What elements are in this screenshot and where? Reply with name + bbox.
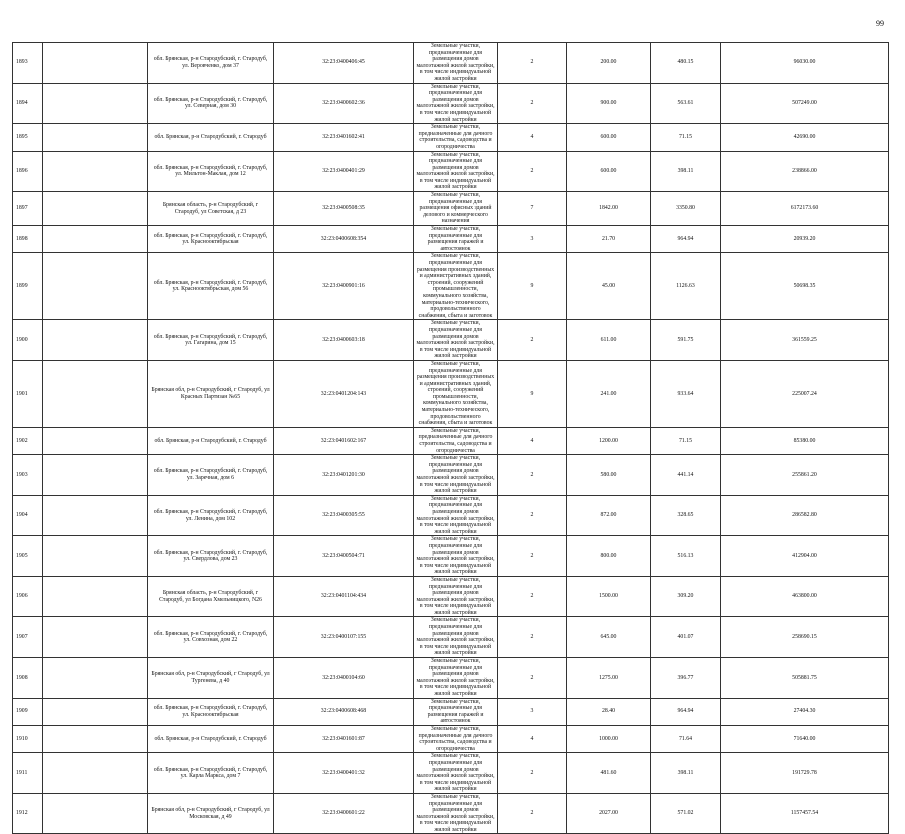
cadastral-value-cell: 191729.78 bbox=[721, 753, 889, 794]
spacer-cell bbox=[43, 151, 148, 192]
group-cell: 2 bbox=[498, 793, 567, 834]
cadastral-value-cell: 258690.15 bbox=[721, 617, 889, 658]
group-cell: 3 bbox=[498, 698, 567, 725]
spacer-cell bbox=[43, 576, 148, 617]
table-row bbox=[13, 192, 889, 226]
area-cell: 2027.00 bbox=[567, 793, 651, 834]
spacer-cell bbox=[43, 427, 148, 454]
cadastral-number-cell: 32:23:0400107:155 bbox=[274, 617, 414, 658]
row-number-cell: 1905 bbox=[13, 536, 43, 577]
land-use-cell: Земельные участки, предназначенные для размещения домов малоэтажной жилой застройки, в том числе индивидуальной жилой застройки bbox=[414, 576, 498, 617]
rate-cell: 398.11 bbox=[651, 753, 721, 794]
group-cell: 4 bbox=[498, 124, 567, 151]
row-number-cell: 1901 bbox=[13, 360, 43, 427]
group-cell: 2 bbox=[498, 455, 567, 496]
address-cell: обл. Брянская, р-н Стародубский, г. Стародуб, ул. Веровченко, дом 37 bbox=[148, 43, 274, 84]
area-cell: 45.00 bbox=[567, 253, 651, 320]
land-use-cell: Земельные участки, предназначенные для размещения производственных и административных зданий, строений, сооружений промышленности, коммунального хозяйства, материально-технического, продовольственного снабжения, сбыта и заготовок bbox=[414, 253, 498, 320]
row-number-cell: 1902 bbox=[13, 427, 43, 454]
rate-cell: 480.15 bbox=[651, 43, 721, 84]
group-cell: 2 bbox=[498, 658, 567, 699]
land-use-cell: Земельные участки, предназначенные для размещения домов малоэтажной жилой застройки, в том числе индивидуальной жилой застройки bbox=[414, 495, 498, 536]
land-use-cell: Земельные участки, предназначенные для дачного строительства, садоводства и огородничества bbox=[414, 725, 498, 752]
land-use-cell: Земельные участки, предназначенные для размещения домов малоэтажной жилой застройки, в том числе индивидуальной жилой застройки bbox=[414, 617, 498, 658]
area-cell: 21.70 bbox=[567, 226, 651, 253]
address-cell: Брянская область, р-н Стародубский, г Стародуб, ул Богдана Хмельницкого, N26 bbox=[148, 576, 274, 617]
address-cell: обл. Брянская, р-н Стародубский, г. Стародуб, ул. Краснооктябрьская bbox=[148, 226, 274, 253]
land-use-cell: Земельные участки, предназначенные для размещения домов малоэтажной жилой застройки, в том числе индивидуальной жилой застройки bbox=[414, 536, 498, 577]
rate-cell: 933.64 bbox=[651, 360, 721, 427]
table-row bbox=[13, 253, 889, 320]
rate-cell: 563.61 bbox=[651, 83, 721, 124]
cadastral-value-cell: 225007.24 bbox=[721, 360, 889, 427]
area-cell: 1500.00 bbox=[567, 576, 651, 617]
group-cell: 2 bbox=[498, 83, 567, 124]
cadastral-number-cell: 32:23:0400401:32 bbox=[274, 753, 414, 794]
cadastral-value-cell: 238866.00 bbox=[721, 151, 889, 192]
group-cell: 2 bbox=[498, 495, 567, 536]
table-row bbox=[13, 360, 889, 427]
cadastral-value-cell: 42690.00 bbox=[721, 124, 889, 151]
address-cell: обл. Брянская, р-н Стародубский, г. Стародуб, ул. Ленина, дом 102 bbox=[148, 495, 274, 536]
area-cell: 600.00 bbox=[567, 124, 651, 151]
cadastral-value-cell: 412904.00 bbox=[721, 536, 889, 577]
cadastral-number-cell: 32:23:0400608:468 bbox=[274, 698, 414, 725]
cadastral-value-cell: 463800.00 bbox=[721, 576, 889, 617]
address-cell: Брянская область, р-н Стародубский, г Стародуб, ул Советская, д 23 bbox=[148, 192, 274, 226]
cadastral-number-cell: 32:23:0401204:143 bbox=[274, 360, 414, 427]
group-cell: 7 bbox=[498, 192, 567, 226]
area-cell: 28.40 bbox=[567, 698, 651, 725]
row-number-cell: 1908 bbox=[13, 658, 43, 699]
rate-cell: 3350.80 bbox=[651, 192, 721, 226]
land-use-cell: Земельные участки, предназначенные для размещения домов малоэтажной жилой застройки, в том числе индивидуальной жилой застройки bbox=[414, 43, 498, 84]
land-use-cell: Земельные участки, предназначенные для размещения домов малоэтажной жилой застройки, в том числе индивидуальной жилой застройки bbox=[414, 753, 498, 794]
rate-cell: 516.13 bbox=[651, 536, 721, 577]
row-number-cell: 1906 bbox=[13, 576, 43, 617]
area-cell: 872.00 bbox=[567, 495, 651, 536]
row-number-cell: 1894 bbox=[13, 83, 43, 124]
group-cell: 2 bbox=[498, 43, 567, 84]
land-use-cell: Земельные участки, предназначенные для размещения домов малоэтажной жилой застройки, в том числе индивидуальной жилой застройки bbox=[414, 83, 498, 124]
row-number-cell: 1896 bbox=[13, 151, 43, 192]
rate-cell: 328.65 bbox=[651, 495, 721, 536]
cadastral-value-cell: 20939.20 bbox=[721, 226, 889, 253]
table-row bbox=[13, 320, 889, 361]
address-cell: обл. Брянская, р-н Стародубский, г. Стародуб, ул. Мильтон-Маклая, дом 12 bbox=[148, 151, 274, 192]
row-number-cell: 1911 bbox=[13, 753, 43, 794]
rate-cell: 964.94 bbox=[651, 698, 721, 725]
table-row bbox=[13, 226, 889, 253]
land-use-cell: Земельные участки, предназначенные для размещения домов малоэтажной жилой застройки, в том числе индивидуальной жилой застройки bbox=[414, 455, 498, 496]
cadastral-value-cell: 255861.20 bbox=[721, 455, 889, 496]
row-number-cell: 1893 bbox=[13, 43, 43, 84]
table-row bbox=[13, 151, 889, 192]
spacer-cell bbox=[43, 658, 148, 699]
area-cell: 580.00 bbox=[567, 455, 651, 496]
cadastral-number-cell: 32:23:0400603:18 bbox=[274, 320, 414, 361]
group-cell: 2 bbox=[498, 753, 567, 794]
row-number-cell: 1900 bbox=[13, 320, 43, 361]
spacer-cell bbox=[43, 793, 148, 834]
area-cell: 1275.00 bbox=[567, 658, 651, 699]
cadastral-number-cell: 32:23:0401602:41 bbox=[274, 124, 414, 151]
cadastral-value-cell: 71640.00 bbox=[721, 725, 889, 752]
spacer-cell bbox=[43, 83, 148, 124]
land-use-cell: Земельные участки, предназначенные для размещения гаражей и автостоянок bbox=[414, 698, 498, 725]
area-cell: 241.00 bbox=[567, 360, 651, 427]
cadastral-number-cell: 32:23:0400508:35 bbox=[274, 192, 414, 226]
cadastral-value-cell: 50698.35 bbox=[721, 253, 889, 320]
table-row bbox=[13, 124, 889, 151]
spacer-cell bbox=[43, 495, 148, 536]
address-cell: обл. Брянская, р-н Стародубский, г. Стародуб, ул. Карла Маркса, дом 7 bbox=[148, 753, 274, 794]
spacer-cell bbox=[43, 253, 148, 320]
area-cell: 1842.00 bbox=[567, 192, 651, 226]
group-cell: 2 bbox=[498, 320, 567, 361]
cadastral-number-cell: 32:23:0401201:30 bbox=[274, 455, 414, 496]
address-cell: обл. Брянская, р-н Стародубский, г. Стародуб, ул. Краснооктябрьская, дом 56 bbox=[148, 253, 274, 320]
row-number-cell: 1903 bbox=[13, 455, 43, 496]
rate-cell: 441.14 bbox=[651, 455, 721, 496]
table-row bbox=[13, 793, 889, 834]
land-use-cell: Земельные участки, предназначенные для размещения гаражей и автостоянок bbox=[414, 226, 498, 253]
cadastral-table bbox=[12, 42, 889, 834]
group-cell: 2 bbox=[498, 617, 567, 658]
cadastral-value-cell: 96030.00 bbox=[721, 43, 889, 84]
address-cell: обл. Брянская, р-н Стародубский, г. Стародуб bbox=[148, 124, 274, 151]
area-cell: 611.00 bbox=[567, 320, 651, 361]
area-cell: 481.60 bbox=[567, 753, 651, 794]
cadastral-value-cell: 6172173.60 bbox=[721, 192, 889, 226]
rate-cell: 71.64 bbox=[651, 725, 721, 752]
land-use-cell: Земельные участки, предназначенные для размещения домов малоэтажной жилой застройки, в том числе индивидуальной жилой застройки bbox=[414, 793, 498, 834]
group-cell: 2 bbox=[498, 151, 567, 192]
cadastral-number-cell: 32:23:0401104:434 bbox=[274, 576, 414, 617]
row-number-cell: 1898 bbox=[13, 226, 43, 253]
cadastral-number-cell: 32:23:0400104:60 bbox=[274, 658, 414, 699]
group-cell: 4 bbox=[498, 427, 567, 454]
address-cell: обл. Брянская, р-н Стародубский, г. Стародуб bbox=[148, 427, 274, 454]
spacer-cell bbox=[43, 698, 148, 725]
spacer-cell bbox=[43, 617, 148, 658]
area-cell: 200.00 bbox=[567, 43, 651, 84]
rate-cell: 71.15 bbox=[651, 124, 721, 151]
row-number-cell: 1910 bbox=[13, 725, 43, 752]
land-use-cell: Земельные участки, предназначенные для размещения домов малоэтажной жилой застройки, в том числе индивидуальной жилой застройки bbox=[414, 320, 498, 361]
cadastral-number-cell: 32:23:0400602:36 bbox=[274, 83, 414, 124]
spacer-cell bbox=[43, 124, 148, 151]
spacer-cell bbox=[43, 192, 148, 226]
rate-cell: 396.77 bbox=[651, 658, 721, 699]
row-number-cell: 1897 bbox=[13, 192, 43, 226]
address-cell: обл. Брянская, р-н Стародубский, г. Стародуб bbox=[148, 725, 274, 752]
rate-cell: 964.94 bbox=[651, 226, 721, 253]
cadastral-value-cell: 361559.25 bbox=[721, 320, 889, 361]
table-row bbox=[13, 658, 889, 699]
spacer-cell bbox=[43, 226, 148, 253]
table-row bbox=[13, 83, 889, 124]
address-cell: обл. Брянская, р-н Стародубский, г. Стародуб, ул. Гагарина, дом 15 bbox=[148, 320, 274, 361]
spacer-cell bbox=[43, 455, 148, 496]
rate-cell: 398.11 bbox=[651, 151, 721, 192]
address-cell: обл. Брянская, р-н Стародубский, г. Стародуб, ул. Совхозная, дом 22 bbox=[148, 617, 274, 658]
cadastral-number-cell: 32:23:0400305:55 bbox=[274, 495, 414, 536]
address-cell: Брянская обл, р-н Стародубский, г Стародуб, ул Московская, д 49 bbox=[148, 793, 274, 834]
cadastral-number-cell: 32:23:0401601:87 bbox=[274, 725, 414, 752]
spacer-cell bbox=[43, 753, 148, 794]
area-cell: 1000.00 bbox=[567, 725, 651, 752]
group-cell: 2 bbox=[498, 536, 567, 577]
area-cell: 645.00 bbox=[567, 617, 651, 658]
land-use-cell: Земельные участки, предназначенные для дачного строительства, садоводства и огородничества bbox=[414, 427, 498, 454]
spacer-cell bbox=[43, 43, 148, 84]
rate-cell: 401.07 bbox=[651, 617, 721, 658]
address-cell: обл. Брянская, р-н Стародубский, г. Стародуб, ул. Северная, дом 30 bbox=[148, 83, 274, 124]
land-use-cell: Земельные участки, предназначенные для размещения производственных и административных зданий, строений, сооружений промышленности, коммунального хозяйства, материально-технического, продовольственного снабжения, сбыта и заготовок bbox=[414, 360, 498, 427]
table-row bbox=[13, 43, 889, 84]
area-cell: 600.00 bbox=[567, 151, 651, 192]
row-number-cell: 1909 bbox=[13, 698, 43, 725]
table-row bbox=[13, 455, 889, 496]
group-cell: 9 bbox=[498, 360, 567, 427]
address-cell: обл. Брянская, р-н Стародубский, г. Стародуб, ул. Заречная, дом 6 bbox=[148, 455, 274, 496]
address-cell: обл. Брянская, р-н Стародубский, г. Стародуб, ул. Свердлова, дом 23 bbox=[148, 536, 274, 577]
cadastral-number-cell: 32:23:0400901:16 bbox=[274, 253, 414, 320]
rate-cell: 71.15 bbox=[651, 427, 721, 454]
area-cell: 800.00 bbox=[567, 536, 651, 577]
table-row bbox=[13, 753, 889, 794]
address-cell: Брянская обл, р-н Стародубский, г Стародуб, ул Тургенева, д 40 bbox=[148, 658, 274, 699]
cadastral-value-cell: 27404.30 bbox=[721, 698, 889, 725]
table-row bbox=[13, 617, 889, 658]
table-row bbox=[13, 698, 889, 725]
table-row bbox=[13, 576, 889, 617]
land-use-cell: Земельные участки, предназначенные для дачного строительства, садоводства и огородничества bbox=[414, 124, 498, 151]
address-cell: обл. Брянская, р-н Стародубский, г. Стародуб, ул. Краснооктябрьская bbox=[148, 698, 274, 725]
row-number-cell: 1907 bbox=[13, 617, 43, 658]
cadastral-value-cell: 85380.00 bbox=[721, 427, 889, 454]
row-number-cell: 1912 bbox=[13, 793, 43, 834]
cadastral-value-cell: 505881.75 bbox=[721, 658, 889, 699]
spacer-cell bbox=[43, 536, 148, 577]
cadastral-number-cell: 32:23:0400504:71 bbox=[274, 536, 414, 577]
address-cell: Брянская обл, р-н Стародубский, г Стародуб, ул Красных Партизан №65 bbox=[148, 360, 274, 427]
table-row bbox=[13, 427, 889, 454]
table-row bbox=[13, 536, 889, 577]
spacer-cell bbox=[43, 725, 148, 752]
spacer-cell bbox=[43, 320, 148, 361]
group-cell: 4 bbox=[498, 725, 567, 752]
area-cell: 1200.00 bbox=[567, 427, 651, 454]
row-number-cell: 1899 bbox=[13, 253, 43, 320]
rate-cell: 1126.63 bbox=[651, 253, 721, 320]
land-use-cell: Земельные участки, предназначенные для размещения офисных зданий делового и коммерческого назначения bbox=[414, 192, 498, 226]
cadastral-number-cell: 32:23:0400601:22 bbox=[274, 793, 414, 834]
rate-cell: 309.20 bbox=[651, 576, 721, 617]
group-cell: 9 bbox=[498, 253, 567, 320]
table-row bbox=[13, 495, 889, 536]
cadastral-number-cell: 32:23:0400608:354 bbox=[274, 226, 414, 253]
cadastral-value-cell: 507249.00 bbox=[721, 83, 889, 124]
group-cell: 2 bbox=[498, 576, 567, 617]
cadastral-value-cell: 286582.80 bbox=[721, 495, 889, 536]
cadastral-number-cell: 32:23:0401602:167 bbox=[274, 427, 414, 454]
area-cell: 900.00 bbox=[567, 83, 651, 124]
table-row bbox=[13, 725, 889, 752]
rate-cell: 571.02 bbox=[651, 793, 721, 834]
cadastral-value-cell: 1157457.54 bbox=[721, 793, 889, 834]
cadastral-number-cell: 32:23:0400406:45 bbox=[274, 43, 414, 84]
land-use-cell: Земельные участки, предназначенные для размещения домов малоэтажной жилой застройки, в том числе индивидуальной жилой застройки bbox=[414, 658, 498, 699]
cadastral-number-cell: 32:23:0400401:29 bbox=[274, 151, 414, 192]
row-number-cell: 1895 bbox=[13, 124, 43, 151]
rate-cell: 591.75 bbox=[651, 320, 721, 361]
row-number-cell: 1904 bbox=[13, 495, 43, 536]
land-use-cell: Земельные участки, предназначенные для размещения домов малоэтажной жилой застройки, в том числе индивидуальной жилой застройки bbox=[414, 151, 498, 192]
group-cell: 3 bbox=[498, 226, 567, 253]
page-number: 99 bbox=[876, 19, 884, 28]
spacer-cell bbox=[43, 360, 148, 427]
